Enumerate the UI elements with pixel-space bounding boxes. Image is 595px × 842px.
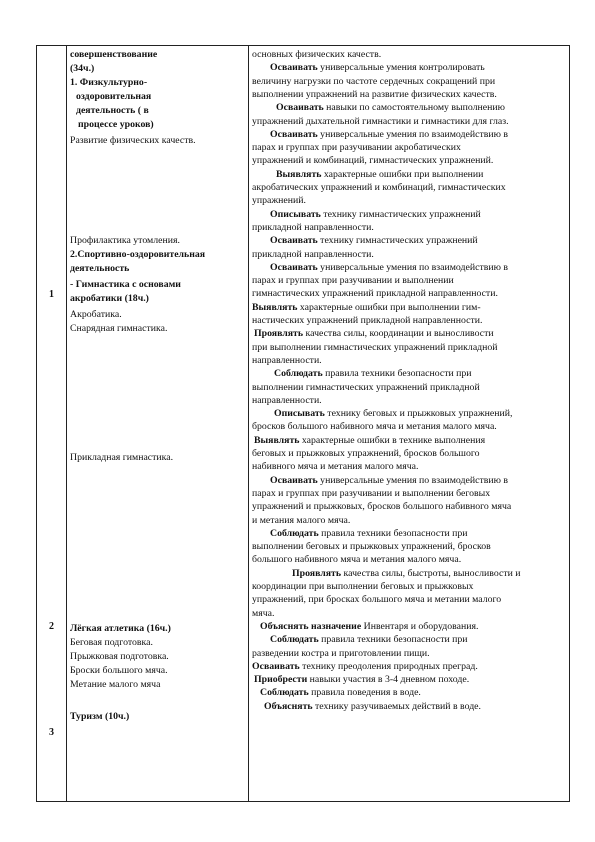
row-number: 2 (49, 621, 54, 632)
activity-text: мяча. (252, 607, 275, 619)
section-line: совершенствование (70, 49, 158, 60)
activity-text: технику гимнастических упражнений (320, 208, 481, 220)
activity-line (252, 249, 374, 261)
activity-verb: Осваивать (252, 660, 300, 672)
activity-verb: Объяснять (264, 700, 313, 712)
activity-text: парах и группах при разучивании акробатических (252, 142, 461, 154)
activity-text: выполнении гимнастических упражнений прикладной (252, 381, 480, 393)
activity-text: координации при выполнении беговых и прыжковых (252, 581, 474, 592)
activity-line (252, 368, 472, 380)
section-line: акробатики (18ч.) (70, 293, 149, 304)
activity-text: технику гимнастических упражнений (317, 235, 478, 247)
activity-line (252, 169, 483, 181)
activity-line (252, 501, 511, 513)
activity-line (252, 89, 497, 101)
activity-verb: Описывать (270, 208, 321, 220)
activity-text: характерные ошибки при выполнении гим- (297, 301, 481, 313)
activity-line (252, 222, 374, 234)
activity-line (252, 594, 501, 606)
activity-line (252, 235, 478, 247)
activity-verb: Соблюдать (270, 527, 319, 539)
activity-verb: Осваивать (270, 62, 318, 74)
activity-text: выполнении упражнений на развитие физических качеств. (252, 88, 497, 100)
activity-verb: Проявлять (292, 567, 342, 579)
activity-line (252, 395, 322, 407)
activity-text: набивного мяча и метания малого мяча. (252, 461, 419, 473)
activity-verb: Осваивать (270, 235, 318, 247)
activity-text: упражнений и комбинаций, гимнастических упражнений. (252, 155, 494, 167)
activity-text: характерные ошибки при выполнении (321, 168, 484, 180)
activity-text: технику разучиваемых действий в воде. (312, 700, 481, 712)
section-line: - Гимнастика с основами (70, 279, 181, 290)
activity-line (252, 302, 481, 314)
activity-text: Инвентаря и оборудования. (361, 620, 479, 632)
activity-verb: Выявлять (252, 301, 298, 313)
activity-text: настических упражнений прикладной направленности. (252, 315, 483, 326)
activity-text: парах и группах при разучивании и выполнении беговых (252, 487, 491, 499)
section-line: деятельность (70, 263, 130, 274)
section-column (70, 47, 246, 802)
activity-line (252, 315, 482, 327)
activity-text: упражнений и прыжковых, бросков большого набивного мяча (252, 501, 512, 513)
activity-line (252, 488, 490, 500)
activity-text: характерные ошибки в технике выполнения (299, 434, 486, 446)
activity-line (252, 209, 481, 221)
activity-verb: Объяснять назначение (260, 620, 362, 632)
activity-line (252, 515, 350, 527)
activity-text: универсальные умения по взаимодействию в (317, 128, 508, 140)
activity-text: акробатических упражнений и комбинаций, гимнастических (252, 182, 506, 193)
section-line: Лёгкая атлетика (16ч.) (70, 623, 171, 634)
activity-text: технику преодоления природных преград. (299, 660, 478, 672)
activity-line (252, 687, 421, 699)
section-line: Метание малого мяча (70, 679, 161, 690)
activity-text: при выполнении гимнастических упражнений прикладной (252, 341, 498, 353)
activity-text: большого набивного мяча и метания малого мяча. (252, 554, 462, 566)
activity-text: качества силы, координации и выносливости (303, 328, 494, 340)
activity-text: упражнений. (252, 195, 306, 207)
section-line: Прыжковая подготовка. (70, 651, 169, 662)
column-divider (248, 46, 249, 801)
activity-verb: Осваивать (270, 474, 318, 486)
activity-text: технику беговых и прыжковых упражнений, (324, 408, 513, 420)
activity-verb: Выявлять (276, 168, 322, 180)
activity-verb: Соблюдать (260, 687, 309, 699)
activity-line (252, 461, 418, 473)
activity-text: и метания малого мяча. (252, 514, 351, 526)
activity-verb: Осваивать (276, 102, 324, 114)
activity-line (252, 648, 430, 660)
section-line: Развитие физических качеств. (70, 135, 196, 146)
activity-verb: Приобрести (254, 674, 308, 686)
activity-verb: Осваивать (270, 261, 318, 273)
activity-text: навыки участия в 3-4 дневном походе. (307, 674, 470, 686)
activity-verb: Выявлять (254, 434, 300, 446)
section-line: Снарядная гимнастика. (70, 323, 168, 334)
activity-line (252, 62, 485, 74)
activity-line (252, 621, 478, 633)
activity-verb: Соблюдать (270, 634, 319, 646)
section-line: оздоровительная (76, 91, 152, 102)
activity-line (252, 475, 508, 487)
section-line: процессе уроков) (78, 119, 154, 130)
activity-line (252, 116, 509, 128)
curriculum-table (36, 45, 570, 802)
activity-text: парах и группах при разучивании и выполнении (252, 275, 454, 287)
activity-text: выполнении беговых и прыжковых упражнений, бросков (252, 541, 491, 553)
section-line: Акробатика. (70, 309, 122, 320)
activity-text: универсальные умения по взаимодействию в (317, 261, 508, 273)
activity-text: направленности. (252, 394, 322, 406)
activity-text: правила техники безопасности при (322, 368, 472, 380)
activity-text: правила техники безопасности при (318, 634, 468, 646)
activity-line (252, 76, 495, 88)
activity-line (252, 541, 491, 553)
activity-line (252, 342, 498, 354)
activity-line (252, 275, 454, 287)
column-divider (66, 46, 67, 801)
activity-verb: Осваивать (270, 128, 318, 140)
section-line: 1. Физкультурно- (70, 77, 148, 88)
activity-line (252, 528, 468, 540)
activity-verb: Соблюдать (274, 368, 323, 380)
row-number-column (37, 46, 66, 801)
activity-text: качества силы, быстроты, выносливости и (341, 567, 521, 579)
activity-line (252, 328, 494, 340)
activity-line (252, 554, 461, 566)
activity-line (252, 421, 497, 433)
activity-text: разведении костра и приготовлении пищи. (252, 647, 430, 659)
activity-line (252, 661, 478, 673)
activity-line (252, 262, 508, 274)
activity-line (252, 102, 505, 114)
activity-line (252, 129, 508, 141)
activity-line (252, 448, 480, 460)
activity-text: беговых и прыжковых упражнений, бросков большого (252, 448, 480, 459)
activity-text: направленности. (252, 354, 322, 366)
activity-verb: Описывать (274, 408, 325, 420)
activity-line (252, 608, 274, 620)
section-line: (34ч.) (70, 63, 95, 74)
activity-line (252, 195, 306, 207)
activity-line (252, 435, 485, 447)
activity-line (252, 49, 381, 61)
activity-line (252, 581, 473, 593)
section-line: Броски большого мяча. (70, 665, 168, 676)
section-line: Профилактика утомления. (70, 235, 180, 246)
activity-line (252, 288, 498, 300)
section-line: Туризм (10ч.) (70, 711, 130, 722)
activity-text: навыки по самостоятельному выполнению (323, 102, 505, 114)
activity-line (252, 634, 468, 646)
activity-text: правила техники безопасности при (318, 527, 468, 539)
section-line: Беговая подготовка. (70, 637, 153, 648)
activity-line (252, 408, 512, 420)
activity-text: гимнастических упражнений прикладной направленности. (252, 288, 498, 300)
activity-line (252, 155, 493, 167)
row-number: 3 (49, 727, 54, 738)
activity-text: правила поведения в воде. (308, 687, 421, 699)
activity-line (252, 182, 506, 194)
activity-text: универсальные умения контролировать (317, 62, 485, 74)
activity-line (252, 382, 480, 394)
activity-text: упражнений дыхательной гимнастики и гимнастики для глаз. (252, 115, 509, 127)
activity-text: величину нагрузки по частоте сердечных сокращений при (252, 75, 496, 87)
activity-line (252, 568, 521, 580)
activity-line (252, 701, 481, 713)
activity-line (252, 674, 469, 686)
row-number: 1 (49, 289, 54, 300)
activity-verb: Проявлять (254, 328, 304, 340)
activity-text: основных физических качеств. (252, 49, 382, 60)
section-line: деятельность ( в (76, 105, 149, 116)
activity-text: упражнений, при бросках большого мяча и метании малого (252, 594, 502, 606)
activity-text: универсальные умения по взаимодействию в (317, 474, 508, 486)
activity-text: прикладной направленности. (252, 221, 374, 233)
activity-line (252, 355, 322, 367)
activity-line (252, 142, 461, 154)
section-line: 2.Спортивно-оздоровительная (70, 249, 206, 260)
activity-text: бросков большого набивного мяча и метания малого мяча. (252, 421, 497, 433)
activity-text: прикладной направленности. (252, 248, 374, 260)
section-line: Прикладная гимнастика. (70, 452, 174, 463)
activity-column (252, 47, 568, 802)
